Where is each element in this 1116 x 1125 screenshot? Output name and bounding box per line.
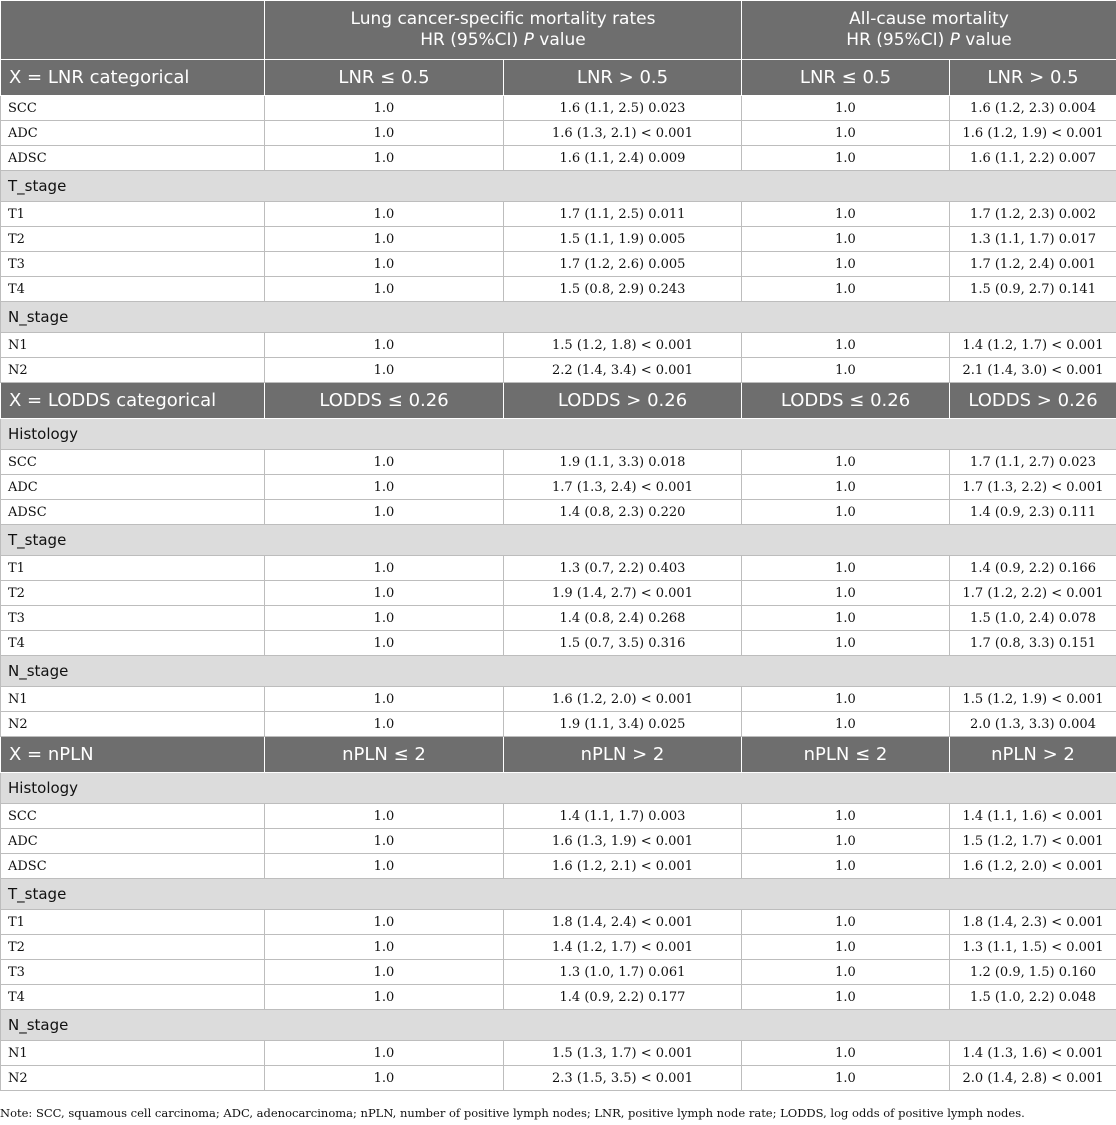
value-cell: 1.0: [265, 829, 504, 854]
value-cell: 1.0: [742, 1066, 950, 1091]
value-cell: 1.0: [265, 333, 504, 358]
lcsm-title: Lung cancer-specific mortality rates: [350, 9, 656, 29]
value-cell: 1.6 (1.1, 2.5) 0.023: [504, 96, 742, 121]
value-cell: 1.0: [265, 712, 504, 737]
value-cell: 1.0: [742, 910, 950, 935]
table-row: [1, 146, 1116, 171]
table-row: [1, 227, 1116, 252]
value-cell: 1.7 (1.1, 2.5) 0.011: [504, 202, 742, 227]
group-column-header: nPLN ≤ 2: [265, 737, 504, 773]
row-label: T4: [1, 277, 265, 302]
value-cell: 1.8 (1.4, 2.4) < 0.001: [504, 910, 742, 935]
value-cell: 1.0: [265, 960, 504, 985]
group-column-header: LODDS ≤ 0.26: [265, 383, 504, 419]
table-row: [1, 121, 1116, 146]
value-cell: 1.0: [742, 96, 950, 121]
block-label: X = LNR categorical: [1, 60, 265, 96]
value-cell: 2.2 (1.4, 3.4) < 0.001: [504, 358, 742, 383]
value-cell: 1.6 (1.2, 1.9) < 0.001: [950, 121, 1116, 146]
section-title: N_stage: [1, 1010, 1116, 1041]
value-cell: 1.6 (1.2, 2.0) < 0.001: [950, 854, 1116, 879]
value-cell: 1.0: [742, 202, 950, 227]
section-title: T_stage: [1, 525, 1116, 556]
row-label: T4: [1, 985, 265, 1010]
value-cell: 1.0: [265, 804, 504, 829]
value-cell: 1.0: [265, 631, 504, 656]
value-cell: 1.0: [265, 277, 504, 302]
lcsm-header: [265, 1, 742, 60]
value-cell: 1.4 (0.9, 2.2) 0.166: [950, 556, 1116, 581]
value-cell: 1.0: [265, 1041, 504, 1066]
value-cell: 1.3 (0.7, 2.2) 0.403: [504, 556, 742, 581]
value-cell: 1.0: [742, 277, 950, 302]
table-row: [1, 985, 1116, 1010]
table-row: [1, 252, 1116, 277]
table-row: [1, 910, 1116, 935]
value-cell: 1.0: [265, 227, 504, 252]
section-row: [1, 656, 1116, 687]
group-column-header: LODDS > 0.26: [950, 383, 1116, 419]
value-cell: 1.7 (1.3, 2.2) < 0.001: [950, 475, 1116, 500]
row-label: SCC: [1, 450, 265, 475]
value-cell: 1.0: [742, 358, 950, 383]
value-cell: 1.4 (0.8, 2.3) 0.220: [504, 500, 742, 525]
row-label: T1: [1, 910, 265, 935]
table-row: [1, 202, 1116, 227]
table-row: [1, 1066, 1116, 1091]
value-cell: 1.0: [265, 687, 504, 712]
row-label: ADSC: [1, 854, 265, 879]
table-row: [1, 935, 1116, 960]
value-cell: 1.0: [742, 500, 950, 525]
row-label: N2: [1, 712, 265, 737]
value-cell: 1.3 (1.0, 1.7) 0.061: [504, 960, 742, 985]
value-cell: 1.0: [742, 829, 950, 854]
table-row: [1, 556, 1116, 581]
row-label: ADC: [1, 475, 265, 500]
value-cell: 1.0: [265, 854, 504, 879]
value-cell: 1.4 (1.3, 1.6) < 0.001: [950, 1041, 1116, 1066]
value-cell: 1.0: [742, 854, 950, 879]
lcsm-subtitle: HR (95%CI) P value: [420, 30, 586, 50]
block-header-row: [1, 383, 1116, 419]
value-cell: 1.4 (0.8, 2.4) 0.268: [504, 606, 742, 631]
value-cell: 1.7 (1.2, 2.3) 0.002: [950, 202, 1116, 227]
value-cell: 1.5 (1.0, 2.2) 0.048: [950, 985, 1116, 1010]
table-row: [1, 804, 1116, 829]
value-cell: 1.0: [742, 687, 950, 712]
table-row: [1, 96, 1116, 121]
value-cell: 1.6 (1.1, 2.4) 0.009: [504, 146, 742, 171]
table-row: [1, 631, 1116, 656]
value-cell: 1.0: [742, 935, 950, 960]
value-cell: 1.6 (1.3, 1.9) < 0.001: [504, 829, 742, 854]
value-cell: 1.0: [742, 985, 950, 1010]
value-cell: 1.4 (1.2, 1.7) < 0.001: [504, 935, 742, 960]
value-cell: 1.0: [742, 712, 950, 737]
value-cell: 1.0: [265, 146, 504, 171]
row-label: N1: [1, 687, 265, 712]
value-cell: 2.3 (1.5, 3.5) < 0.001: [504, 1066, 742, 1091]
table-row: [1, 475, 1116, 500]
value-cell: 1.6 (1.3, 2.1) < 0.001: [504, 121, 742, 146]
value-cell: 1.0: [742, 1041, 950, 1066]
value-cell: 1.7 (0.8, 3.3) 0.151: [950, 631, 1116, 656]
block-header-row: [1, 737, 1116, 773]
table-row: [1, 581, 1116, 606]
value-cell: 2.0 (1.4, 2.8) < 0.001: [950, 1066, 1116, 1091]
value-cell: 1.0: [265, 556, 504, 581]
value-cell: 1.5 (1.2, 1.9) < 0.001: [950, 687, 1116, 712]
value-cell: 1.0: [265, 96, 504, 121]
value-cell: 1.0: [742, 252, 950, 277]
row-label: T1: [1, 202, 265, 227]
value-cell: 1.0: [742, 121, 950, 146]
acm-header: [742, 1, 1116, 60]
value-cell: 1.0: [742, 960, 950, 985]
value-cell: 1.7 (1.2, 2.6) 0.005: [504, 252, 742, 277]
table-row: [1, 854, 1116, 879]
section-row: [1, 1010, 1116, 1041]
table-row: [1, 1041, 1116, 1066]
row-label: T2: [1, 935, 265, 960]
value-cell: 1.6 (1.1, 2.2) 0.007: [950, 146, 1116, 171]
value-cell: 1.7 (1.3, 2.4) < 0.001: [504, 475, 742, 500]
value-cell: 1.5 (0.9, 2.7) 0.141: [950, 277, 1116, 302]
group-column-header: nPLN ≤ 2: [742, 737, 950, 773]
value-cell: 1.0: [265, 450, 504, 475]
value-cell: 1.0: [265, 500, 504, 525]
table-row: [1, 450, 1116, 475]
value-cell: 1.5 (0.8, 2.9) 0.243: [504, 277, 742, 302]
table-header-row: [1, 1, 1116, 60]
value-cell: 1.0: [265, 581, 504, 606]
section-row: [1, 171, 1116, 202]
row-label: ADSC: [1, 500, 265, 525]
table-row: [1, 829, 1116, 854]
group-column-header: LODDS ≤ 0.26: [742, 383, 950, 419]
table-row: [1, 333, 1116, 358]
value-cell: 1.0: [742, 227, 950, 252]
row-label: ADC: [1, 829, 265, 854]
section-title: Histology: [1, 773, 1116, 804]
table-row: [1, 606, 1116, 631]
row-label: SCC: [1, 96, 265, 121]
value-cell: 1.4 (1.1, 1.7) 0.003: [504, 804, 742, 829]
group-column-header: nPLN > 2: [504, 737, 742, 773]
value-cell: 1.0: [265, 475, 504, 500]
row-label: N1: [1, 333, 265, 358]
row-label: T4: [1, 631, 265, 656]
section-title: Histology: [1, 419, 1116, 450]
group-column-header: LNR ≤ 0.5: [742, 60, 950, 96]
value-cell: 1.0: [742, 450, 950, 475]
value-cell: 1.0: [265, 910, 504, 935]
value-cell: 1.0: [742, 606, 950, 631]
value-cell: 1.9 (1.1, 3.4) 0.025: [504, 712, 742, 737]
row-label: T2: [1, 581, 265, 606]
block-label: X = LODDS categorical: [1, 383, 265, 419]
group-column-header: LNR > 0.5: [950, 60, 1116, 96]
section-row: [1, 773, 1116, 804]
value-cell: 1.5 (1.0, 2.4) 0.078: [950, 606, 1116, 631]
row-label: N2: [1, 1066, 265, 1091]
value-cell: 1.3 (1.1, 1.7) 0.017: [950, 227, 1116, 252]
value-cell: 1.3 (1.1, 1.5) < 0.001: [950, 935, 1116, 960]
value-cell: 1.5 (1.2, 1.8) < 0.001: [504, 333, 742, 358]
table-row: [1, 712, 1116, 737]
value-cell: 1.5 (1.3, 1.7) < 0.001: [504, 1041, 742, 1066]
value-cell: 1.0: [742, 475, 950, 500]
value-cell: 1.0: [742, 146, 950, 171]
acm-subtitle: HR (95%CI) P value: [846, 30, 1012, 50]
value-cell: 1.9 (1.1, 3.3) 0.018: [504, 450, 742, 475]
row-label: T2: [1, 227, 265, 252]
value-cell: 1.8 (1.4, 2.3) < 0.001: [950, 910, 1116, 935]
section-title: N_stage: [1, 656, 1116, 687]
value-cell: 1.0: [265, 1066, 504, 1091]
row-label: SCC: [1, 804, 265, 829]
row-label: ADC: [1, 121, 265, 146]
value-cell: 1.0: [742, 333, 950, 358]
value-cell: 1.5 (1.2, 1.7) < 0.001: [950, 829, 1116, 854]
group-column-header: LNR > 0.5: [504, 60, 742, 96]
block-label: X = nPLN: [1, 737, 265, 773]
section-title: T_stage: [1, 879, 1116, 910]
value-cell: 1.7 (1.2, 2.4) 0.001: [950, 252, 1116, 277]
value-cell: 1.0: [742, 581, 950, 606]
group-column-header: nPLN > 2: [950, 737, 1116, 773]
section-row: [1, 302, 1116, 333]
section-row: [1, 879, 1116, 910]
section-title: N_stage: [1, 302, 1116, 333]
header-blank-cell: [1, 1, 265, 60]
table-row: [1, 960, 1116, 985]
value-cell: 1.4 (0.9, 2.3) 0.111: [950, 500, 1116, 525]
value-cell: 1.0: [742, 556, 950, 581]
value-cell: 1.0: [265, 985, 504, 1010]
row-label: T3: [1, 606, 265, 631]
value-cell: 2.1 (1.4, 3.0) < 0.001: [950, 358, 1116, 383]
row-label: N1: [1, 1041, 265, 1066]
value-cell: 1.4 (1.1, 1.6) < 0.001: [950, 804, 1116, 829]
section-title: T_stage: [1, 171, 1116, 202]
value-cell: 1.4 (1.2, 1.7) < 0.001: [950, 333, 1116, 358]
value-cell: 1.7 (1.1, 2.7) 0.023: [950, 450, 1116, 475]
row-label: T1: [1, 556, 265, 581]
value-cell: 1.5 (1.1, 1.9) 0.005: [504, 227, 742, 252]
value-cell: 1.2 (0.9, 1.5) 0.160: [950, 960, 1116, 985]
table-footnote: Note: SCC, squamous cell carcinoma; ADC, adenocarcinoma; nPLN, number of positive lymph nodes; LNR, positive lymph node rate; LODDS, log odds of positive lymph nodes.: [0, 1106, 1025, 1120]
value-cell: 1.0: [265, 606, 504, 631]
value-cell: 1.0: [265, 358, 504, 383]
value-cell: 1.6 (1.2, 2.1) < 0.001: [504, 854, 742, 879]
table-row: [1, 500, 1116, 525]
value-cell: 1.0: [742, 631, 950, 656]
group-column-header: LNR ≤ 0.5: [265, 60, 504, 96]
value-cell: 1.4 (0.9, 2.2) 0.177: [504, 985, 742, 1010]
value-cell: 1.0: [265, 252, 504, 277]
value-cell: 1.0: [265, 121, 504, 146]
value-cell: 2.0 (1.3, 3.3) 0.004: [950, 712, 1116, 737]
section-row: [1, 525, 1116, 556]
value-cell: 1.9 (1.4, 2.7) < 0.001: [504, 581, 742, 606]
value-cell: 1.5 (0.7, 3.5) 0.316: [504, 631, 742, 656]
value-cell: 1.6 (1.2, 2.3) 0.004: [950, 96, 1116, 121]
row-label: T3: [1, 960, 265, 985]
acm-title: All-cause mortality: [849, 9, 1009, 29]
table-row: [1, 358, 1116, 383]
group-column-header: LODDS > 0.26: [504, 383, 742, 419]
table-row: [1, 687, 1116, 712]
value-cell: 1.6 (1.2, 2.0) < 0.001: [504, 687, 742, 712]
value-cell: 1.0: [265, 935, 504, 960]
table-row: [1, 277, 1116, 302]
value-cell: 1.0: [265, 202, 504, 227]
row-label: T3: [1, 252, 265, 277]
section-row: [1, 419, 1116, 450]
value-cell: 1.7 (1.2, 2.2) < 0.001: [950, 581, 1116, 606]
row-label: ADSC: [1, 146, 265, 171]
value-cell: 1.0: [742, 804, 950, 829]
row-label: N2: [1, 358, 265, 383]
block-header-row: [1, 60, 1116, 96]
